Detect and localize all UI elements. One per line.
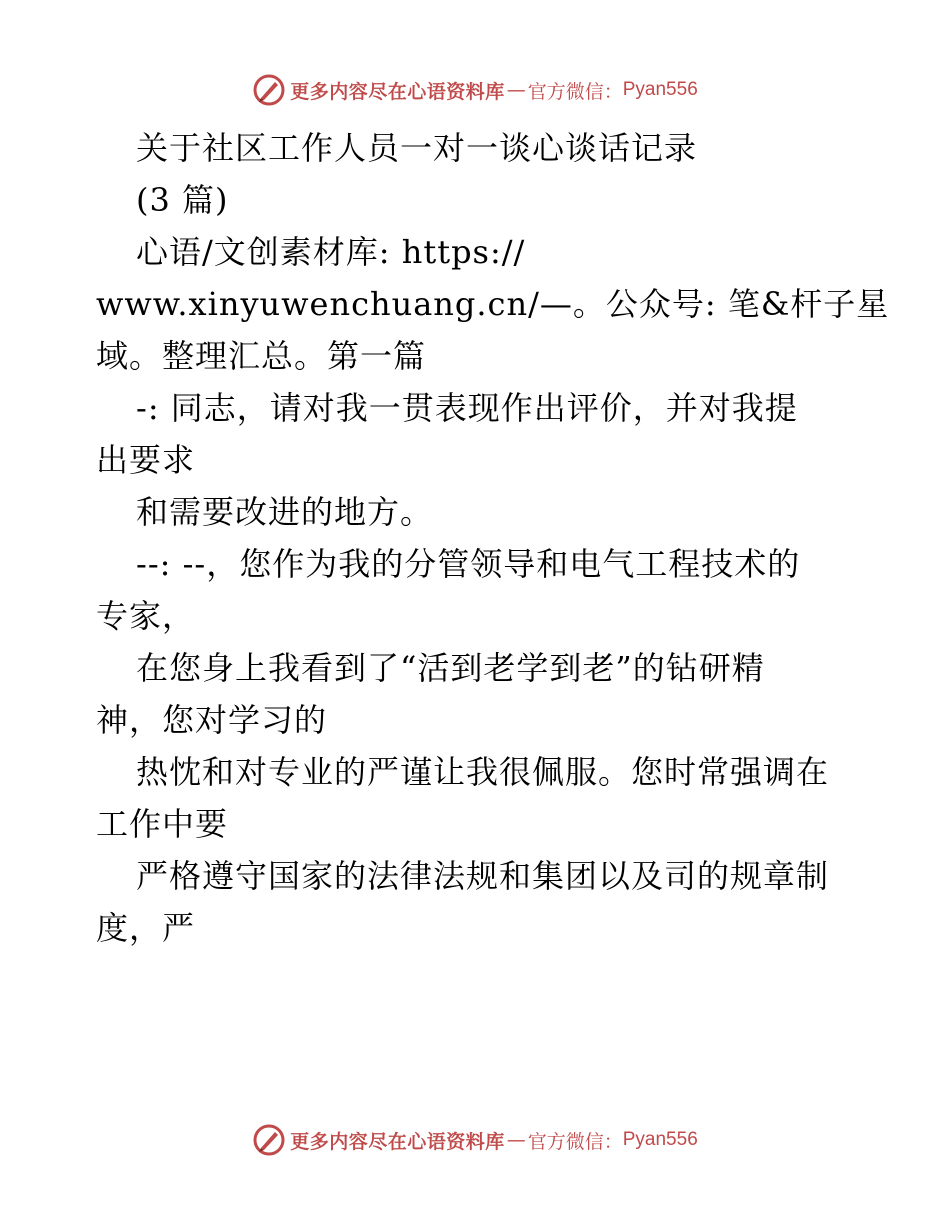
banner-dash: —	[506, 79, 526, 101]
banner-wechat-id: Pyan556	[622, 1129, 698, 1150]
banner-slogan: 更多内容尽在心语资料库	[290, 1130, 505, 1153]
doc-line: (3 篇)	[136, 181, 229, 219]
banner-content	[252, 73, 698, 107]
doc-line: www.xinyuwenchuang.cn/—。公众号: 笔&杆子星	[96, 285, 890, 323]
banner-slogan: 更多内容尽在心语资料库	[290, 80, 505, 103]
doc-line: --: --，您作为我的分管领导和电气工程技术的	[136, 545, 801, 583]
pen-logo-icon	[252, 1123, 286, 1157]
doc-line: 关于社区工作人员一对一谈心谈话记录	[136, 129, 698, 167]
pen-logo-icon	[252, 73, 286, 107]
banner-wechat-id: Pyan556	[622, 79, 698, 100]
footer-banner	[0, 1120, 950, 1160]
doc-line: 专家，	[96, 597, 196, 635]
banner-wechat-label: 官方微信：	[527, 80, 623, 103]
doc-line: 工作中要	[96, 805, 229, 843]
doc-line: 出要求	[96, 441, 196, 479]
doc-line: 神，您对学习的	[96, 701, 328, 739]
document-body	[96, 122, 890, 954]
doc-line: 在您身上我看到了“活到老学到老”的钻研精	[136, 649, 765, 687]
header-banner	[0, 70, 950, 110]
doc-line: 心语/文创素材库: https://	[136, 233, 526, 271]
doc-line: 度，严	[96, 909, 196, 947]
doc-line: -: 同志，请对我一贯表现作出评价，并对我提	[136, 389, 798, 427]
banner-wechat-label: 官方微信：	[527, 1130, 623, 1153]
doc-line: 严格遵守国家的法律法规和集团以及司的规章制	[136, 857, 830, 895]
doc-line: 和需要改进的地方。	[136, 493, 434, 531]
doc-line: 热忱和对专业的严谨让我很佩服。您时常强调在	[136, 753, 830, 791]
doc-line: 域。整理汇总。第一篇	[96, 337, 427, 375]
banner-dash: —	[506, 1129, 526, 1151]
banner-content	[252, 1123, 698, 1157]
